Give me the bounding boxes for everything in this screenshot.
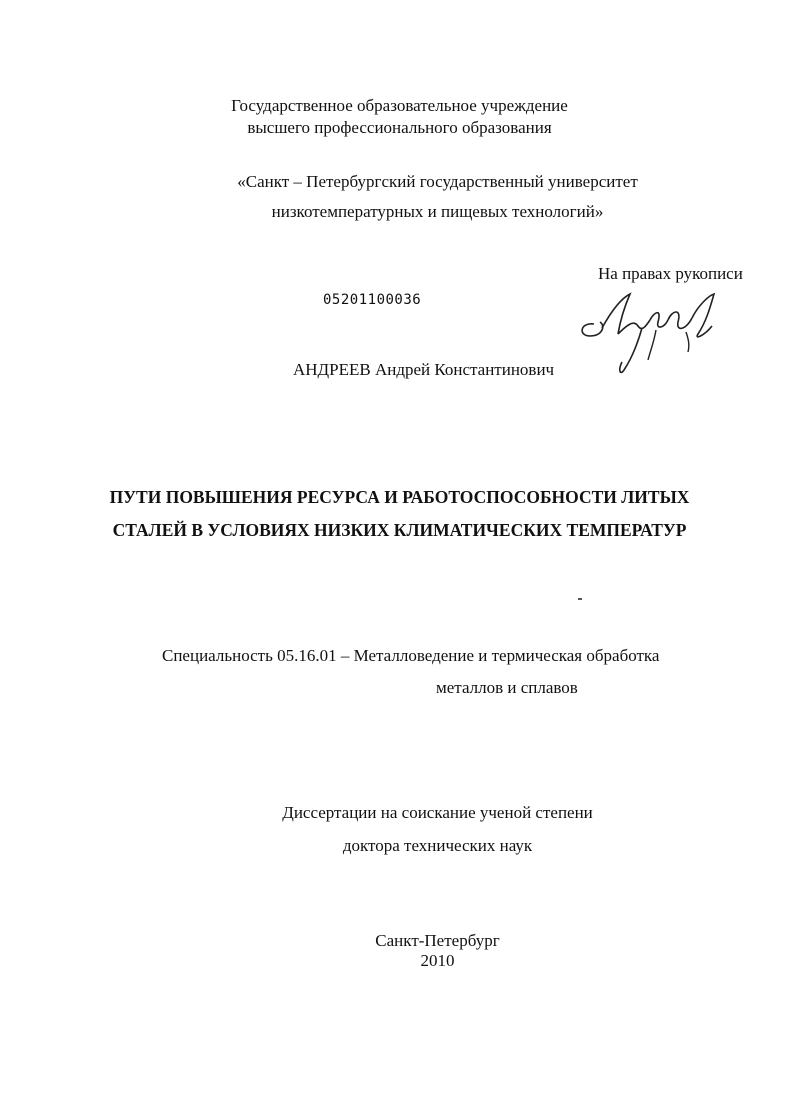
rights-notice: На правах рукописи xyxy=(598,264,743,283)
institution-line-1: Государственное образовательное учреждение xyxy=(231,96,568,115)
signature-icon xyxy=(572,282,732,382)
specialty-line-2: металлов и сплавов xyxy=(436,678,578,697)
degree-line-2: доктора технических наук xyxy=(342,836,533,855)
dissertation-title-line-1: ПУТИ ПОВЫШЕНИЯ РЕСУРСА И РАБОТОСПОСОБНОСТИ ЛИТЫХ xyxy=(109,487,690,507)
registration-number: 05201100036 xyxy=(323,292,422,308)
institution-line-2: высшего профессионального образования xyxy=(247,118,552,137)
author-name: АНДРЕЕВ Андрей Константинович xyxy=(293,360,555,379)
university-name-line-1: «Санкт – Петербургский государственный университет xyxy=(237,172,638,191)
dissertation-title-line-2: СТАЛЕЙ В УСЛОВИЯХ НИЗКИХ КЛИМАТИЧЕСКИХ ТЕМПЕРАТУР xyxy=(112,520,687,540)
scan-speck xyxy=(578,598,582,600)
degree-line-1: Диссертации на соискание ученой степени xyxy=(282,803,593,822)
year: 2010 xyxy=(420,951,455,970)
university-name-line-2: низкотемпературных и пищевых технологий» xyxy=(271,202,604,221)
city: Санкт-Петербург xyxy=(375,931,500,950)
specialty-line-1: Специальность 05.16.01 – Металловедение и термическая обработка xyxy=(162,646,660,665)
